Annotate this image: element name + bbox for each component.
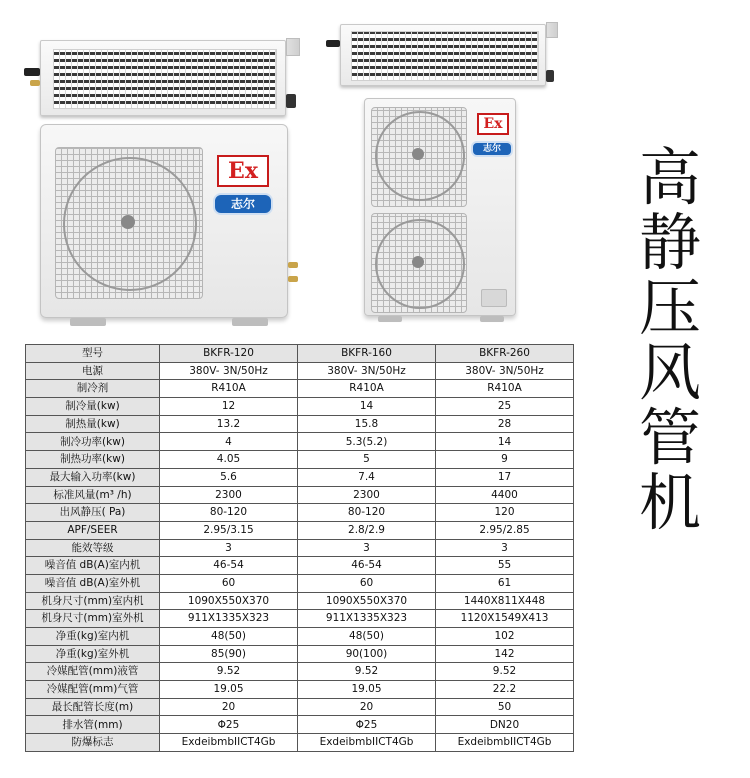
value-cell: 46-54 <box>298 557 436 575</box>
value-cell: R410A <box>436 380 574 398</box>
spec-table <box>25 344 574 752</box>
table-row <box>26 468 574 486</box>
row-label-cell: 出风静压( Pa) <box>26 504 160 522</box>
value-cell: 20 <box>160 698 298 716</box>
value-cell: 380V- 3N/50Hz <box>298 362 436 380</box>
header-cell: 型号 <box>26 345 160 363</box>
value-cell: 1090X550X370 <box>298 592 436 610</box>
table-row <box>26 663 574 681</box>
header-cell: BKFR-260 <box>436 345 574 363</box>
value-cell: 60 <box>160 574 298 592</box>
value-cell: 80-120 <box>298 504 436 522</box>
table-header-row <box>26 345 574 363</box>
value-cell: 15.8 <box>298 415 436 433</box>
value-cell: DN20 <box>436 716 574 734</box>
value-cell: 48(50) <box>160 628 298 646</box>
table-row <box>26 574 574 592</box>
page-title: 高静压风管机 <box>638 141 701 539</box>
ex-badge: Ex <box>477 113 509 135</box>
value-cell: 911X1335X323 <box>160 610 298 628</box>
value-cell: 2300 <box>298 486 436 504</box>
value-cell: 9.52 <box>436 663 574 681</box>
value-cell: ExdeibmbIICT4Gb <box>298 734 436 752</box>
unit-foot <box>232 318 268 326</box>
table-row <box>26 504 574 522</box>
value-cell: 19.05 <box>298 681 436 699</box>
table-row <box>26 451 574 469</box>
row-label-cell: 净重(kg)室内机 <box>26 628 160 646</box>
row-label-cell: 净重(kg)室外机 <box>26 645 160 663</box>
table-row <box>26 486 574 504</box>
unit-handle <box>481 289 507 307</box>
air-outlet-grille <box>351 31 539 81</box>
value-cell: 17 <box>436 468 574 486</box>
table-row <box>26 433 574 451</box>
value-cell: 55 <box>436 557 574 575</box>
value-cell: 911X1335X323 <box>298 610 436 628</box>
value-cell: 2.95/3.15 <box>160 521 298 539</box>
value-cell: 14 <box>436 433 574 451</box>
product-image <box>0 0 600 340</box>
table-row <box>26 557 574 575</box>
row-label-cell: 制热量(kw) <box>26 415 160 433</box>
value-cell: 12 <box>160 398 298 416</box>
value-cell: 61 <box>436 574 574 592</box>
value-cell: 3 <box>160 539 298 557</box>
brand-logo: 志尔 <box>213 193 273 215</box>
row-label-cell: 机身尺寸(mm)室内机 <box>26 592 160 610</box>
row-label-cell: 排水管(mm) <box>26 716 160 734</box>
value-cell: 380V- 3N/50Hz <box>160 362 298 380</box>
value-cell: 3 <box>298 539 436 557</box>
drain-connector <box>286 94 296 108</box>
row-label-cell: 标准风量(m³ /h) <box>26 486 160 504</box>
value-cell: 80-120 <box>160 504 298 522</box>
fan-hub <box>121 215 135 229</box>
row-label-cell: 最长配管长度(m) <box>26 698 160 716</box>
brand-logo: 志尔 <box>471 141 513 157</box>
table-row <box>26 698 574 716</box>
row-label-cell: 冷媒配管(mm)液管 <box>26 663 160 681</box>
table-row <box>26 415 574 433</box>
value-cell: 4.05 <box>160 451 298 469</box>
service-valve <box>288 262 298 268</box>
value-cell: 9.52 <box>160 663 298 681</box>
row-label-cell: 制冷功率(kw) <box>26 433 160 451</box>
table-row <box>26 628 574 646</box>
value-cell: 20 <box>298 698 436 716</box>
ex-badge: Ex <box>217 155 269 187</box>
value-cell: 46-54 <box>160 557 298 575</box>
value-cell: ExdeibmbIICT4Gb <box>436 734 574 752</box>
row-label-cell: APF/SEER <box>26 521 160 539</box>
value-cell: 9.52 <box>298 663 436 681</box>
value-cell: 2300 <box>160 486 298 504</box>
value-cell: 120 <box>436 504 574 522</box>
table-row <box>26 398 574 416</box>
value-cell: 85(90) <box>160 645 298 663</box>
value-cell: 25 <box>436 398 574 416</box>
row-label-cell: 电源 <box>26 362 160 380</box>
value-cell: 60 <box>298 574 436 592</box>
outdoor-unit-left <box>40 124 288 318</box>
value-cell: 14 <box>298 398 436 416</box>
table-row <box>26 716 574 734</box>
value-cell: 5.3(5.2) <box>298 433 436 451</box>
unit-foot <box>480 316 504 322</box>
value-cell: 1120X1549X413 <box>436 610 574 628</box>
table-row <box>26 734 574 752</box>
indoor-side-panel <box>286 38 300 56</box>
table-row <box>26 592 574 610</box>
value-cell: 50 <box>436 698 574 716</box>
value-cell: 3 <box>436 539 574 557</box>
value-cell: 90(100) <box>298 645 436 663</box>
value-cell: 142 <box>436 645 574 663</box>
drain-connector <box>546 70 554 82</box>
value-cell: 5 <box>298 451 436 469</box>
value-cell: 1090X550X370 <box>160 592 298 610</box>
fan-hub <box>412 256 424 268</box>
row-label-cell: 冷媒配管(mm)气管 <box>26 681 160 699</box>
row-label-cell: 制冷量(kw) <box>26 398 160 416</box>
value-cell: 28 <box>436 415 574 433</box>
value-cell: 4 <box>160 433 298 451</box>
row-label-cell: 噪音值 dB(A)室内机 <box>26 557 160 575</box>
row-label-cell: 噪音值 dB(A)室外机 <box>26 574 160 592</box>
table-row <box>26 610 574 628</box>
value-cell: 9 <box>436 451 574 469</box>
indoor-unit-left <box>40 40 286 116</box>
value-cell: 2.8/2.9 <box>298 521 436 539</box>
service-valve <box>288 276 298 282</box>
row-label-cell: 制热功率(kw) <box>26 451 160 469</box>
value-cell: 102 <box>436 628 574 646</box>
row-label-cell: 防爆标志 <box>26 734 160 752</box>
table-row <box>26 521 574 539</box>
value-cell: 19.05 <box>160 681 298 699</box>
header-cell: BKFR-120 <box>160 345 298 363</box>
value-cell: 380V- 3N/50Hz <box>436 362 574 380</box>
air-outlet-grille <box>53 49 277 109</box>
value-cell: 13.2 <box>160 415 298 433</box>
table-row <box>26 645 574 663</box>
value-cell: 48(50) <box>298 628 436 646</box>
value-cell: 2.95/2.85 <box>436 521 574 539</box>
value-cell: 7.4 <box>298 468 436 486</box>
pipe-connector <box>326 40 340 47</box>
unit-foot <box>70 318 106 326</box>
fan-hub <box>412 148 424 160</box>
value-cell: 22.2 <box>436 681 574 699</box>
value-cell: 4400 <box>436 486 574 504</box>
indoor-side-panel <box>546 22 558 38</box>
header-cell: BKFR-160 <box>298 345 436 363</box>
row-label-cell: 最大输入功率(kw) <box>26 468 160 486</box>
outdoor-unit-right <box>364 98 516 316</box>
table-row <box>26 539 574 557</box>
value-cell: 1440X811X448 <box>436 592 574 610</box>
row-label-cell: 能效等级 <box>26 539 160 557</box>
pipe-connector <box>24 68 40 76</box>
table-row <box>26 380 574 398</box>
value-cell: ExdeibmbIICT4Gb <box>160 734 298 752</box>
value-cell: R410A <box>298 380 436 398</box>
table-row <box>26 362 574 380</box>
table-row <box>26 681 574 699</box>
value-cell: Φ25 <box>298 716 436 734</box>
row-label-cell: 机身尺寸(mm)室外机 <box>26 610 160 628</box>
pipe-connector <box>30 80 40 86</box>
value-cell: R410A <box>160 380 298 398</box>
value-cell: Φ25 <box>160 716 298 734</box>
indoor-unit-right <box>340 24 546 86</box>
unit-foot <box>378 316 402 322</box>
value-cell: 5.6 <box>160 468 298 486</box>
row-label-cell: 制冷剂 <box>26 380 160 398</box>
